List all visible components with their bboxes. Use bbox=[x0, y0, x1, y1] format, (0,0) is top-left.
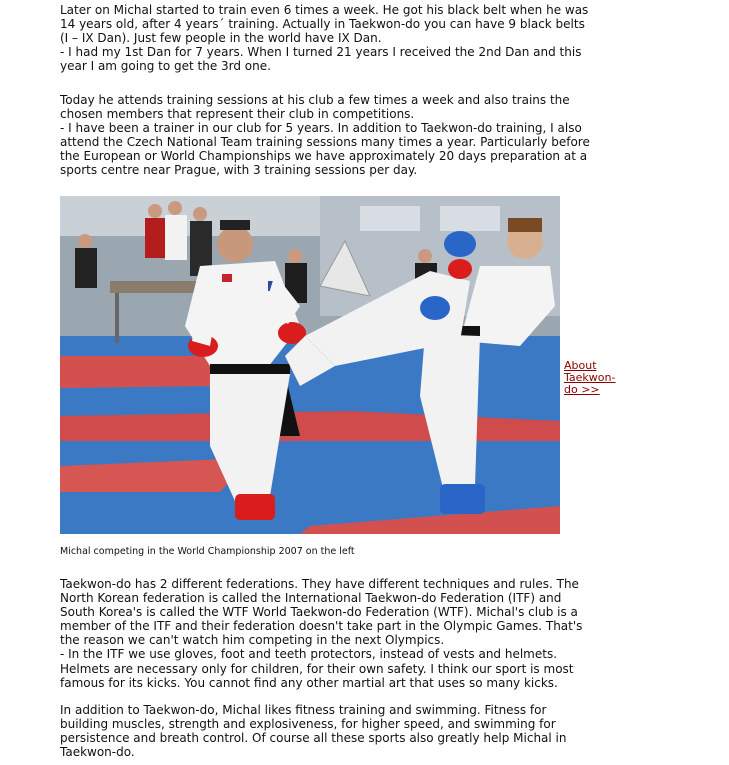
about-taekwondo-link[interactable]: About Taekwon-do >> bbox=[564, 359, 616, 396]
text-line: building muscles, strength and explosiveness, for higher speed, and swimming for bbox=[60, 717, 556, 732]
photo-caption: Michal competing in the World Championship 2007 on the left bbox=[60, 546, 355, 557]
paragraph-1 bbox=[60, 3, 630, 73]
paragraph-3 bbox=[60, 577, 630, 690]
text-line: In addition to Taekwon-do, Michal likes fitness training and swimming. Fitness for bbox=[60, 703, 547, 717]
text-line: famous for its kicks. You cannot find any other martial art that uses so many kicks. bbox=[60, 675, 558, 690]
text-line: 14 years old, after 4 years´ training. Actually in Taekwon-do you can have 9 black belts bbox=[60, 17, 585, 32]
text-line: Taekwon-do. bbox=[60, 745, 135, 760]
paragraph-4 bbox=[60, 703, 630, 759]
text-line: - I have been a trainer in our club for 5 years. In addition to Taekwon-do training, I also bbox=[60, 121, 582, 136]
text-line: Helmets are necessary only for children, for their own safety. I think our sport is most bbox=[60, 661, 574, 676]
text-line: attend the Czech National Team training sessions many times a year. Particularly before bbox=[60, 135, 590, 150]
paragraph-2 bbox=[60, 93, 630, 178]
text-line: the European or World Championships we have approximately 20 days preparation at a bbox=[60, 149, 588, 164]
text-line: chosen members that represent their club in competitions. bbox=[60, 107, 415, 122]
text-line: member of the ITF and their federation doesn't take part in the Olympic Games. That's bbox=[60, 619, 583, 634]
text-line: Taekwon-do has 2 different federations. They have different techniques and rules. The bbox=[60, 577, 579, 591]
text-line: South Korea's is called the WTF World Taekwon-do Federation (WTF). Michal's club is a bbox=[60, 605, 578, 620]
text-line: year I am going to get the 3rd one. bbox=[60, 59, 271, 74]
text-line: persistence and breath control. Of course all these sports also greatly help Michal in bbox=[60, 731, 567, 746]
text-line: Later on Michal started to train even 6 times a week. He got his black belt when he was bbox=[60, 3, 589, 17]
text-line: the reason we can't watch him competing in the next Olympics. bbox=[60, 633, 445, 648]
text-line: North Korean federation is called the International Taekwon-do Federation (ITF) and bbox=[60, 591, 562, 606]
competition-photo bbox=[60, 196, 560, 534]
text-line: - In the ITF we use gloves, foot and teeth protectors, instead of vests and helmets. bbox=[60, 647, 558, 662]
text-line: Today he attends training sessions at his club a few times a week and also trains the bbox=[60, 93, 570, 107]
text-line: - I had my 1st Dan for 7 years. When I turned 21 years I received the 2nd Dan and this bbox=[60, 45, 582, 60]
text-line: (I – IX Dan). Just few people in the world have IX Dan. bbox=[60, 31, 382, 46]
text-line: sports centre near Prague, with 3 training sessions per day. bbox=[60, 163, 418, 178]
